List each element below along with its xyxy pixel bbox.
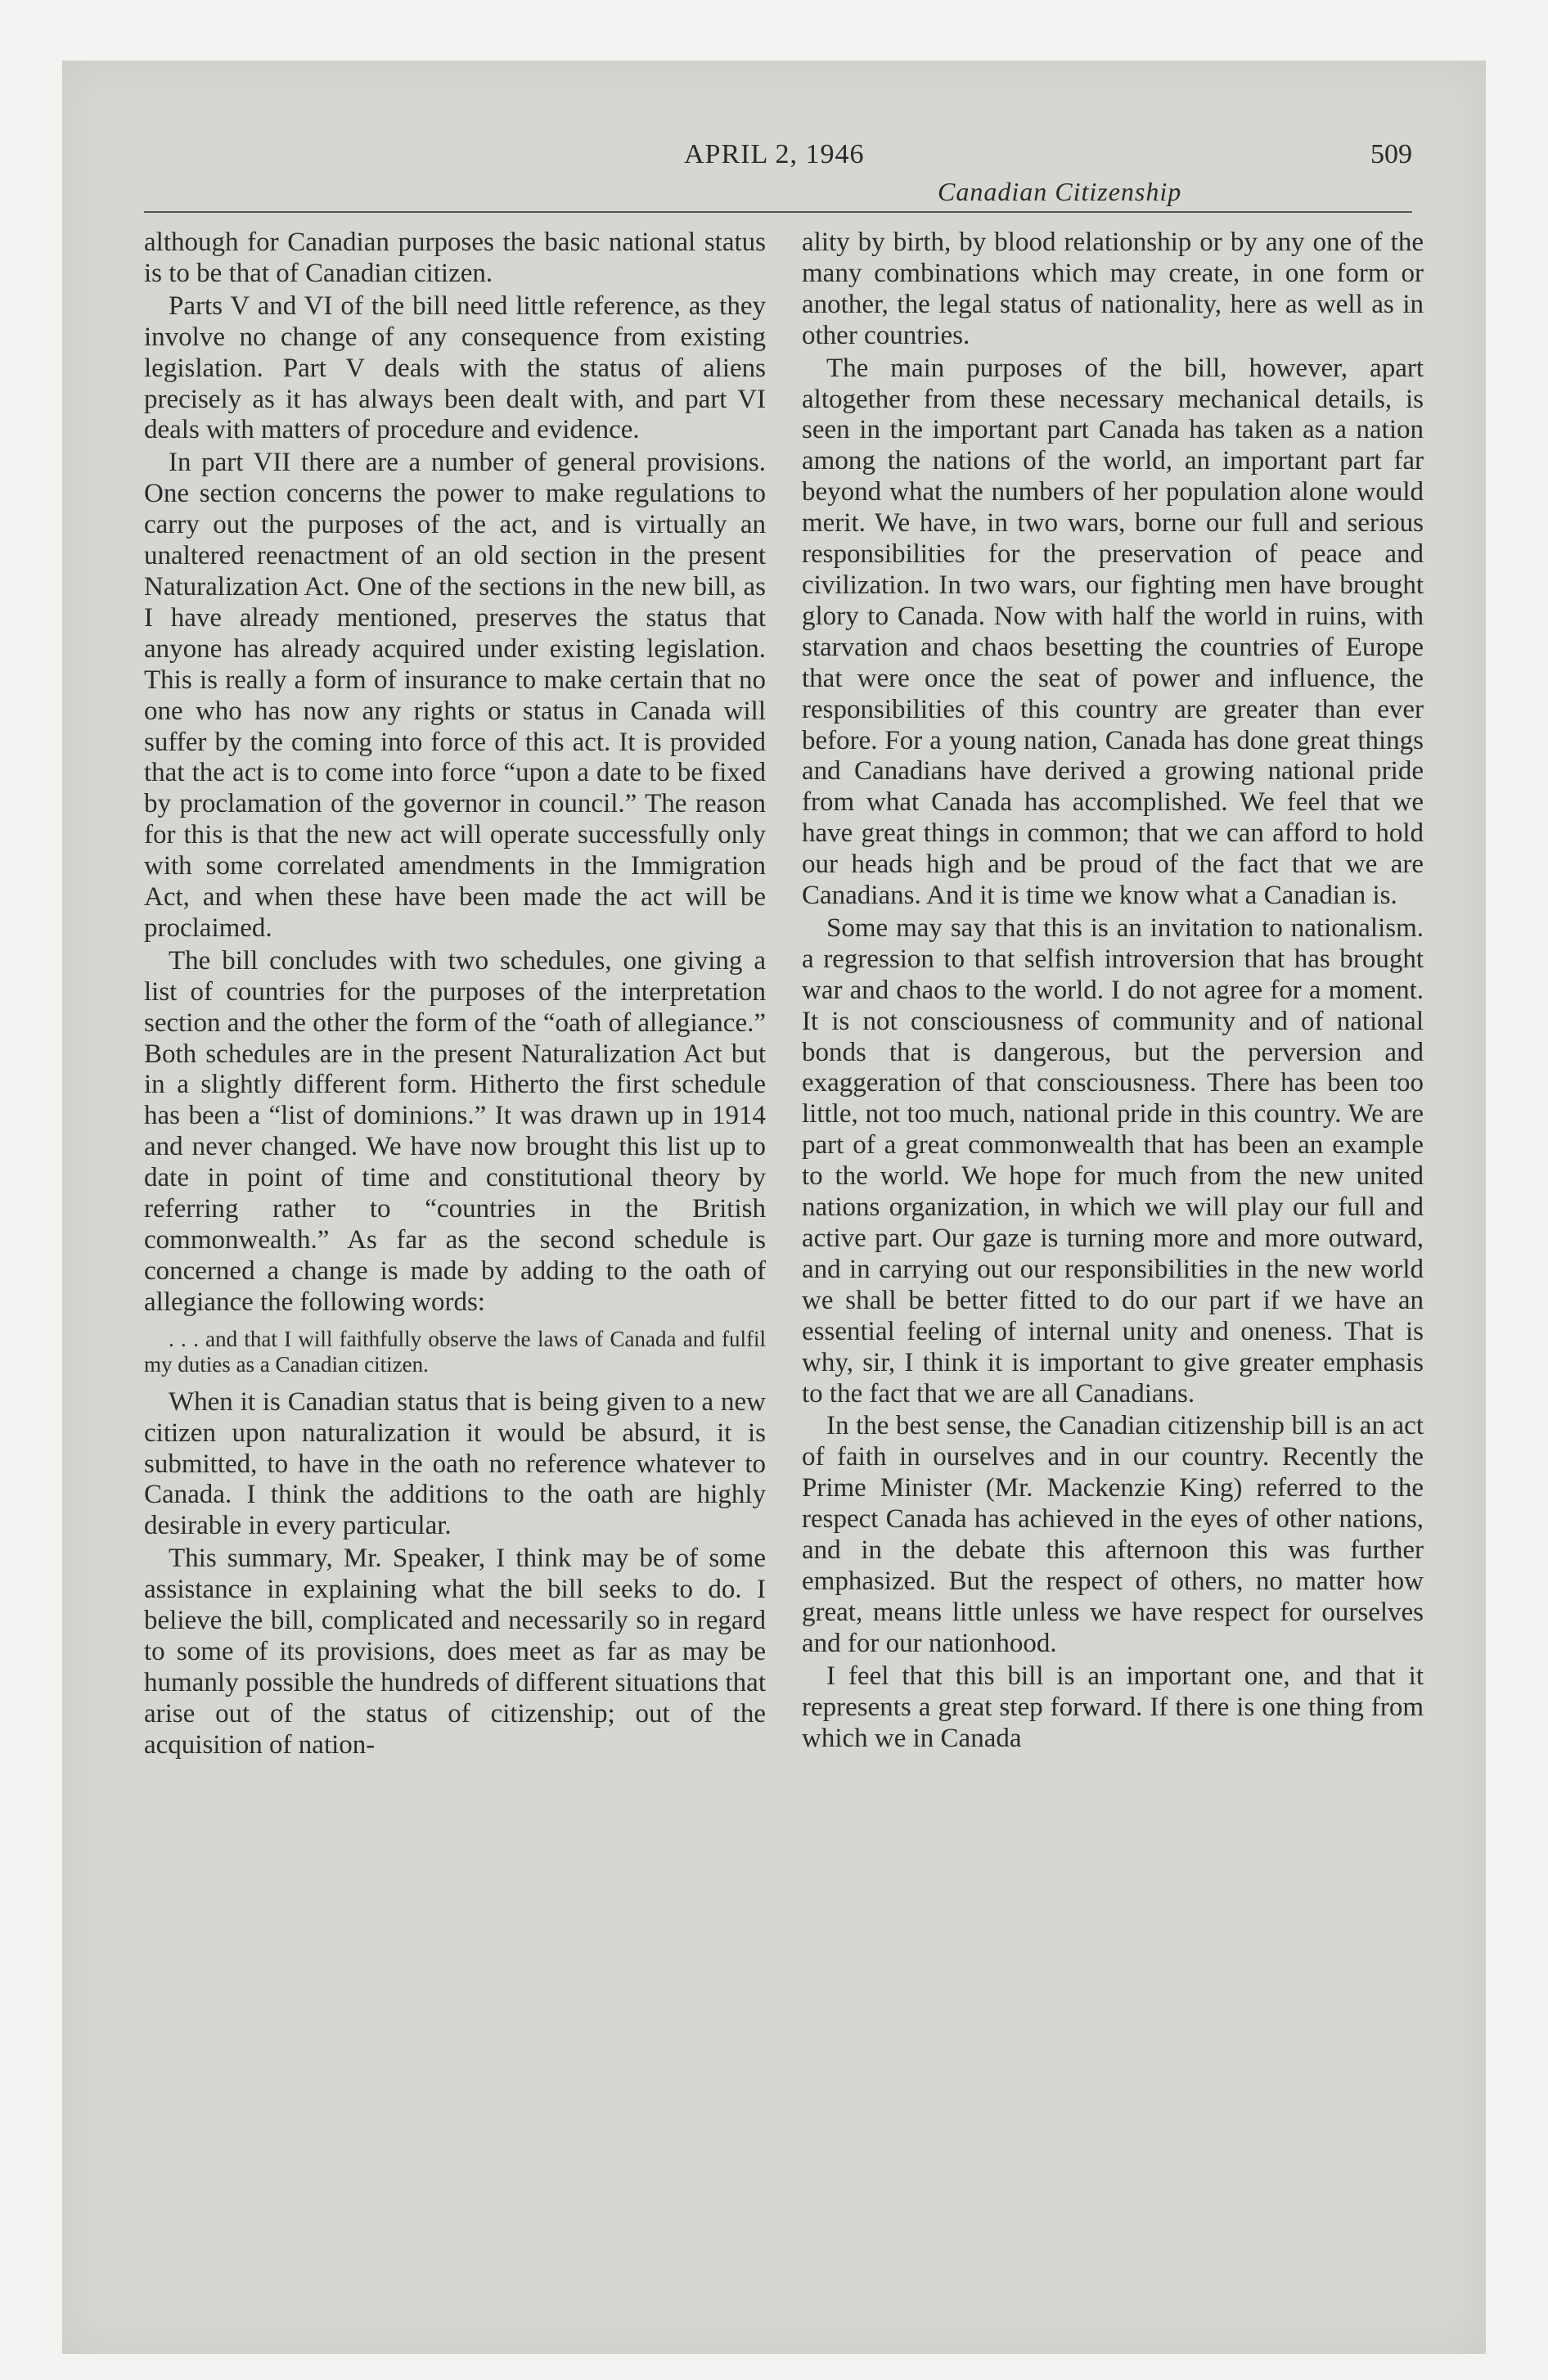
running-title: Canadian Citizenship: [938, 177, 1182, 206]
header-rule: [144, 211, 1412, 213]
header-date: APRIL 2, 1946: [684, 139, 865, 169]
paragraph: In part VII there are a number of general provisions. One section concerns the power to make regulations to carry out the purposes of the act, and is virtually an unaltered reenactment of an old section in the present Naturalization Act. One of the sections in the new bill, as I have already mentioned, preserves the status that anyone has already acquired under existing legislation. This is really a form of insurance to make certain that no one who has now any rights or status in Canada will suffer by the coming into force of this act. It is provided that the act is to come into force “upon a date to be fixed by proclamation of the governor in council.” The reason for this is that the new act will operate successfully only with some correlated amendments in the Immigration Act, and when these have been made the act will be proclaimed.: [144, 448, 766, 943]
paragraph: Parts V and VI of the bill need little reference, as they involve no change of any consequence from existing legislation. Part V deals with the status of aliens precisely as it has always been dealt with, and part VI deals with matters of procedure and evidence.: [144, 291, 766, 445]
left-column: [144, 228, 766, 2257]
paragraph: I feel that this bill is an important one, and that it represents a great step forward. If there is one thing from which we in Canada: [802, 1661, 1424, 1753]
paragraph: The main purposes of the bill, however, apart altogether from these necessary mechanical details, is seen in the important part Canada has taken as a nation among the nations of the world, an important part far beyond what the numbers of her population alone would merit. We have, in two wars, borne our full and serious responsibilities for the preservation of peace and civilization. In two wars, our fighting men have brought glory to Canada. Now with half the world in ruins, with starvation and chaos besetting the countries of Europe that were once the seat of power and influence, the responsibilities of this country are greater than ever before. For a young nation, Canada has done great things and Canadians have derived a growing national pride from what Canada has accomplished. We feel that we have great things in common; that we can afford to hold our heads high and be proud of the fact that we are Canadians. And it is time we know what a Canadian is.: [802, 353, 1424, 911]
paragraph: Some may say that this is an invitation to nationalism. a regression to that selfish introversion that has brought war and chaos to the world. I do not agree for a moment. It is not consciousness of community and of national bonds that is dangerous, but the perversion and exaggeration of that consciousness. There has been too little, not too much, national pride in this country. We are part of a great commonwealth that has been an example to the world. We hope for much from the new united nations organization, in which we will play our full and active part. Our gaze is turning more and more outward, and in carrying out our responsibilities in the new world we shall be better fitted to do our part if we have an essential feeling of internal unity and oneness. That is why, sir, I think it is important to give greater emphasis to the fact that we are all Canadians.: [802, 913, 1424, 1409]
paragraph: although for Canadian purposes the basic national status is to be that of Canadian citizen.: [144, 228, 766, 288]
paragraph: In the best sense, the Canadian citizenship bill is an act of faith in ourselves and in our country. Recently the Prime Minister (Mr. Mackenzie King) referred to the respect Canada has achieved in the eyes of other nations, and in the debate this afternoon this was further emphasized. But the respect of others, no matter how great, means little unless we have respect for ourselves and for our nationhood.: [802, 1411, 1424, 1658]
oath-quote: . . . and that I will faithfully observe the laws of Canada and fulfil my duties as a Canadian citizen.: [144, 1326, 766, 1377]
paragraph: When it is Canadian status that is being given to a new citizen upon naturalization it would be absurd, it is submitted, to have in the oath no reference whatever to Canada. I think the additions to the oath are highly desirable in every particular.: [144, 1386, 766, 1541]
paragraph: The bill concludes with two schedules, one giving a list of countries for the purposes of the interpretation section and the other the form of the “oath of allegiance.” Both schedules are in the present Naturalization Act but in a slightly different form. Hitherto the first schedule has been a “list of dominions.” It was drawn up in 1914 and never changed. We have now brought this list up to date in point of time and constitutional theory by referring rather to “countries in the British commonwealth.” As far as the second schedule is concerned a change is made by adding to the oath of allegiance the following words:: [144, 945, 766, 1317]
page-header: [144, 139, 1412, 210]
paragraph: This summary, Mr. Speaker, I think may be of some assistance in explaining what the bill seeks to do. I believe the bill, complicated and necessarily so in regard to some of its provisions, does meet as far as may be humanly possible the hundreds of different situations that arise out of the status of citizenship; out of the acquisition of nation-: [144, 1544, 766, 1760]
paragraph: ality by birth, by blood relationship or by any one of the many combinations which may create, in one form or another, the legal status of nationality, here as well as in other countries.: [802, 228, 1424, 350]
right-column: [802, 228, 1424, 2257]
page-number: 509: [1370, 139, 1412, 169]
